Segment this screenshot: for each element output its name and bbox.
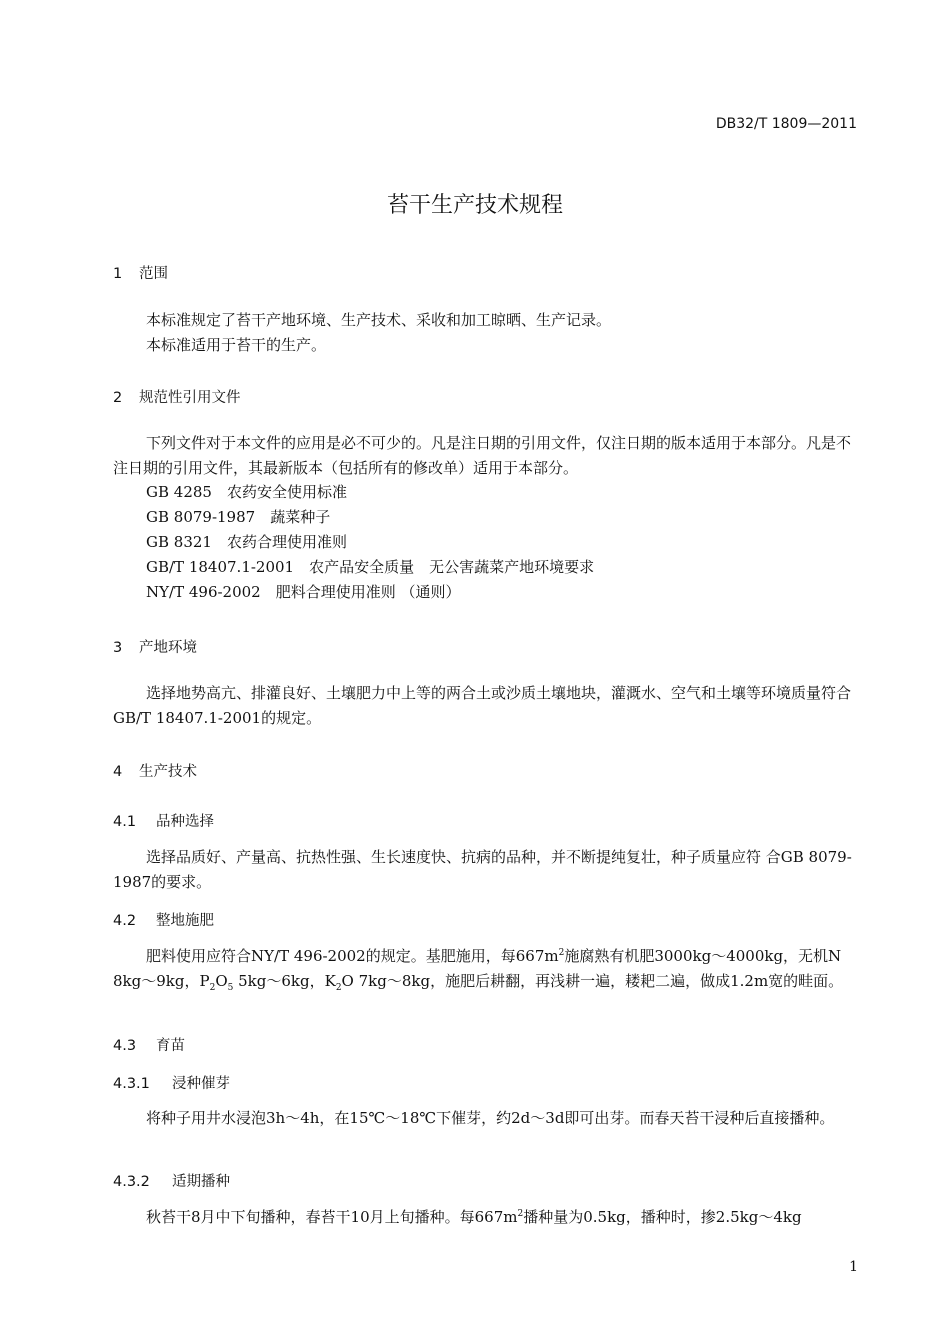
standard-code: DB32/T 1809—2011 xyxy=(715,116,857,132)
section-3-heading xyxy=(113,636,197,657)
subsection-4-3-heading xyxy=(113,1034,185,1055)
paragraph: 将种子用井水浸泡3h～4h，在15℃～18℃下催芽，约2d～3d即可出芽。而春天苔干浸种后直接播种。 xyxy=(146,1109,835,1127)
reference-item: GB 8079-1987 蔬菜种子 xyxy=(146,508,331,526)
subscript: 2 xyxy=(335,983,342,993)
section-2-heading xyxy=(113,386,241,407)
section-title: 范围 xyxy=(139,266,168,282)
reference-item: GB 4285 农药安全使用标准 xyxy=(146,483,347,501)
section-number: 2 xyxy=(113,390,123,406)
section-title: 品种选择 xyxy=(156,814,214,830)
section-number: 4.3 xyxy=(113,1038,137,1054)
subsection-4-1-heading xyxy=(113,810,214,831)
section-number: 4.3.1 xyxy=(113,1076,150,1092)
section-title: 产地环境 xyxy=(139,640,197,656)
subscript: 5 xyxy=(227,983,234,993)
paragraph: 下列文件对于本文件的应用是必不可少的。凡是注日期的引用文件，仅注日期的版本适用于本部分。凡是不注日期的引用文件，其最新版本（包括所有的修改单）适用于本部分。 xyxy=(113,434,852,477)
section-number: 4.2 xyxy=(113,913,137,929)
text-run: O 7kg～8kg，施肥后耕翻，再浅耕一遍，耧耙二遍，做成1.2m宽的畦面。 xyxy=(341,972,844,990)
superscript: 2 xyxy=(517,1209,524,1219)
text-run: O xyxy=(215,972,228,990)
page-number: 1 xyxy=(849,1259,858,1275)
paragraph: 选择地势高亢、排灌良好、土壤肥力中上等的两合土或沙质土壤地块，灌溉水、空气和土壤等环境质量符合GB/T 18407.1-2001的规定。 xyxy=(113,684,852,727)
section-title: 浸种催芽 xyxy=(172,1076,230,1092)
paragraph: 本标准规定了苔干产地环境、生产技术、采收和加工晾晒、生产记录。 xyxy=(146,311,612,329)
section-1-heading xyxy=(113,262,168,283)
section-number: 4.3.2 xyxy=(113,1174,150,1190)
subsection-4-3-1-heading xyxy=(113,1072,230,1093)
paragraph-sowing xyxy=(113,1205,859,1230)
superscript: 2 xyxy=(558,948,565,958)
subsection-4-3-2-heading xyxy=(113,1170,230,1191)
paragraph-fertilization xyxy=(113,944,859,994)
section-title: 生产技术 xyxy=(139,764,197,780)
paragraph: 选择品质好、产量高、抗热性强、生长速度快、抗病的品种，并不断提纯复壮，种子质量应符 合GB 8079-1987的要求。 xyxy=(113,848,852,891)
text-run: 秋苔干8月中下旬播种，春苔干10月上旬播种。每667m xyxy=(146,1208,518,1226)
subsection-4-2-heading xyxy=(113,909,214,930)
subscript: 2 xyxy=(209,983,216,993)
section-number: 3 xyxy=(113,640,123,656)
section-title: 育苗 xyxy=(156,1038,185,1054)
section-title: 规范性引用文件 xyxy=(139,390,241,406)
reference-item: NY/T 496-2002 肥料合理使用准则 （通则） xyxy=(146,583,461,601)
paragraph: 本标准适用于苔干的生产。 xyxy=(146,336,327,354)
text-run: 5kg～6kg，K xyxy=(233,972,336,990)
reference-item: GB 8321 农药合理使用准则 xyxy=(146,533,347,551)
text-run: 播种量为0.5kg，播种时，掺2.5kg～4kg xyxy=(523,1208,802,1226)
section-number: 4 xyxy=(113,764,123,780)
document-title: 苔干生产技术规程 xyxy=(386,193,563,218)
section-title: 适期播种 xyxy=(172,1174,230,1190)
reference-item: GB/T 18407.1-2001 农产品安全质量 无公害蔬菜产地环境要求 xyxy=(146,558,595,576)
section-number: 4.1 xyxy=(113,814,137,830)
section-4-heading xyxy=(113,760,197,781)
section-number: 1 xyxy=(113,266,123,282)
text-run: 施腐熟有机肥3000kg～4000kg，无机N 8kg～9kg，P xyxy=(113,947,842,990)
section-title: 整地施肥 xyxy=(156,913,214,929)
text-run: 肥料使用应符合NY/T 496-2002的规定。基肥施用，每667m xyxy=(146,947,559,965)
